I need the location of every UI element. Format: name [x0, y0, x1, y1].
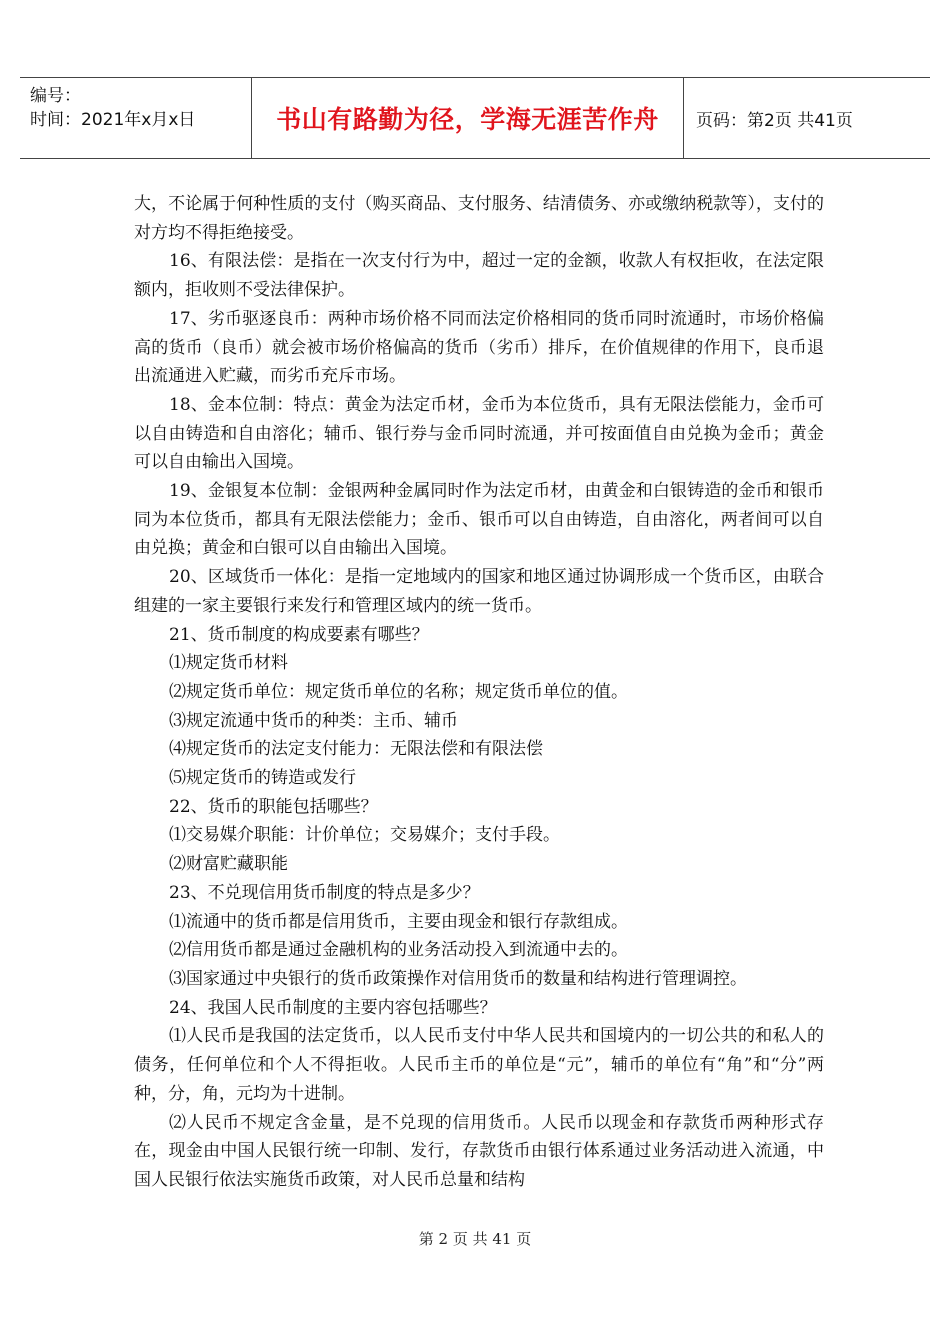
paragraph: 大，不论属于何种性质的支付（购买商品、支付服务、结清债务、亦或缴纳税款等），支付的对方均不得拒绝接受。 — [134, 194, 824, 243]
paragraph: 19、金银复本位制：金银两种金属同时作为法定币材，由黄金和白银铸造的金币和银币同为本位货币，都具有无限法偿能力；金币、银币可以自由铸造，自由溶化，两者间可以自由兑换；黄金和白银可以自由输出入国境。 — [134, 481, 824, 559]
list-item: ⑷规定货币的法定支付能力：无限法偿和有限法偿 — [169, 739, 543, 760]
list-item: ⑵规定货币单位：规定货币单位的名称；规定货币单位的值。 — [169, 681, 628, 702]
list-item: ⑵信用货币都是通过金融机构的业务活动投入到流通中去的。 — [169, 940, 628, 961]
document-time-label: 时间：2021年x月x日 — [30, 110, 196, 130]
list-item: ⑴交易媒介职能：计价单位；交易媒介；支付手段。 — [169, 825, 560, 846]
list-item: ⑸规定货币的铸造或发行 — [169, 768, 356, 789]
paragraph: 17、劣币驱逐良币：两种市场价格不同而法定价格相同的货币同时流通时，市场价格偏高的货币（良币）就会被市场价格偏高的货币（劣币）排斥，在价值规律的作用下，良币退出流通进入贮藏，而劣币充斥市场。 — [134, 308, 824, 387]
question-heading: 22、货币的职能包括哪些？ — [169, 796, 378, 817]
list-item: ⑵人民币不规定含金量，是不兑现的信用货币。人民币以现金和存款货币两种形式存在，现金由中国人民银行统一印制、发行，存款货币由银行体系通过业务活动进入流通，中国人民银行依法实施货币政策，对人民币总量和结构 — [134, 1112, 824, 1190]
paragraph: 18、金本位制：特点：黄金为法定币材，金币为本位货币，具有无限法偿能力，金币可以自由铸造和自由溶化；辅币、银行券与金币同时流通，并可按面值自由兑换为金币；黄金可以自由输出入国境。 — [134, 394, 824, 473]
list-item: ⑶规定流通中货币的种类：主币、辅币 — [169, 710, 458, 731]
list-item: ⑴规定货币材料 — [169, 653, 288, 674]
question-heading: 21、货币制度的构成要素有哪些？ — [169, 624, 429, 645]
list-item: ⑵财富贮藏职能 — [169, 854, 288, 875]
header-page-label: 页码：第2页 共41页 — [696, 110, 853, 131]
list-item: ⑴流通中的货币都是信用货币，主要由现金和银行存款组成。 — [169, 911, 628, 932]
document-number-label: 编号： — [30, 86, 81, 106]
list-item: ⑶国家通过中央银行的货币政策操作对信用货币的数量和结构进行管理调控。 — [169, 968, 747, 989]
header-motto: 书山有路勤为径，学海无涯苦作舟 — [252, 78, 684, 158]
page-header — [20, 77, 930, 159]
list-item: ⑴人民币是我国的法定货币，以人民币支付中华人民共和国境内的一切公共的和私人的债务，任何单位和个人不得拒收。人民币主币的单位是“元”，辅币的单位有“角”和“分”两种，分，角，元均为十进制。 — [134, 1026, 824, 1104]
question-heading: 24、我国人民币制度的主要内容包括哪些？ — [169, 997, 497, 1018]
page-footer: 第 2 页 共 41 页 — [418, 1230, 532, 1248]
document-body — [134, 190, 824, 1195]
paragraph: 16、有限法偿：是指在一次支付行为中，超过一定的金额，收款人有权拒收，在法定限额内，拒收则不受法律保护。 — [134, 251, 824, 301]
question-heading: 23、不兑现信用货币制度的特点是多少？ — [169, 882, 480, 903]
paragraph: 20、区域货币一体化：是指一定地域内的国家和地区通过协调形成一个货币区，由联合组建的一家主要银行来发行和管理区域内的统一货币。 — [134, 567, 824, 616]
header-meta-cell — [20, 78, 252, 158]
